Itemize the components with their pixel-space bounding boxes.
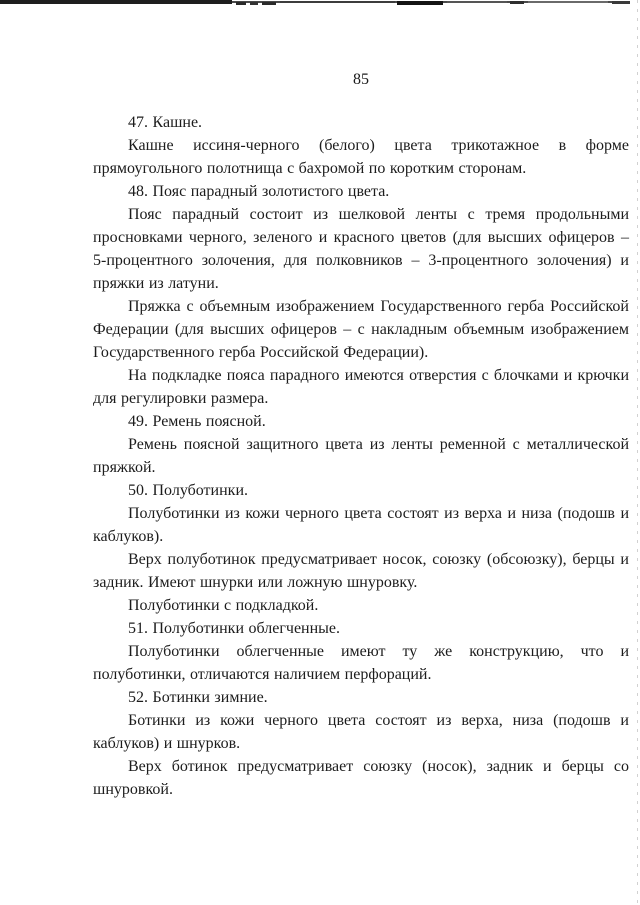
scan-artifact-dash bbox=[397, 1, 443, 5]
paragraph: На подкладке пояса парадного имеются отверстия с блочками и крючки для регулировки размера. bbox=[93, 367, 629, 407]
paragraph: Полуботинки из кожи черного цвета состоят из верха и низа (подошв и каблуков). bbox=[93, 505, 629, 545]
paragraph: 47. Кашне. bbox=[128, 114, 203, 131]
paragraph: Пояс парадный состоит из шелковой ленты с тремя продольными просновками черного, зеленого и красного цветов (для высших офицеров – 5-процентного золочения, для полковников – 3-процентного золочения) и пряжки из латуни. bbox=[93, 206, 629, 292]
scan-artifact-dash bbox=[528, 1, 608, 3]
paragraph: 50. Полуботинки. bbox=[128, 482, 248, 499]
scan-artifact-right-edge bbox=[637, 0, 638, 905]
scan-artifact-dash bbox=[510, 1, 524, 4]
scan-artifact-top-edge bbox=[0, 0, 640, 6]
paragraph: Верх ботинок предусматривает союзку (носок), задник и берцы со шнуровкой. bbox=[93, 758, 629, 798]
scan-artifact-dash bbox=[280, 1, 395, 3]
document-body bbox=[93, 111, 629, 801]
paragraph: Ботинки из кожи черного цвета состоят из верха, низа (подошв и каблуков) и шнурков. bbox=[93, 712, 629, 752]
paragraph: 48. Пояс парадный золотистого цвета. bbox=[128, 183, 390, 200]
paragraph: 51. Полуботинки облегченные. bbox=[128, 620, 341, 637]
scan-artifact-dash bbox=[447, 1, 507, 3]
paragraph: 52. Ботинки зимние. bbox=[128, 689, 268, 706]
paragraph: Полуботинки облегченные имеют ту же конструкцию, что и полуботинки, отличаются наличием перфораций. bbox=[93, 643, 629, 683]
scan-artifact-dash bbox=[236, 2, 246, 5]
scan-artifact-dash bbox=[250, 2, 258, 5]
paragraph: Полуботинки с подкладкой. bbox=[128, 597, 319, 614]
paragraph: 49. Ремень поясной. bbox=[128, 413, 266, 430]
scan-artifact-dash bbox=[612, 1, 630, 4]
paragraph: Кашне иссиня-черного (белого) цвета трикотажное в форме прямоугольного полотнища с бахромой по коротким сторонам. bbox=[93, 137, 629, 177]
scan-artifact-dash bbox=[0, 0, 232, 4]
paragraph: Ремень поясной защитного цвета из ленты ременной с металлической пряжкой. bbox=[93, 436, 629, 476]
paragraph: Верх полуботинок предусматривает носок, союзку (обсоюзку), берцы и задник. Имеют шнурки или ложную шнуровку. bbox=[93, 551, 629, 591]
paragraph: Пряжка с объемным изображением Государственного герба Российской Федерации (для высших офицеров – с накладным объемным изображением Государственного герба Российской Федерации). bbox=[93, 298, 629, 361]
scan-artifact-dash bbox=[262, 2, 276, 5]
page-number: 85 bbox=[353, 71, 369, 88]
